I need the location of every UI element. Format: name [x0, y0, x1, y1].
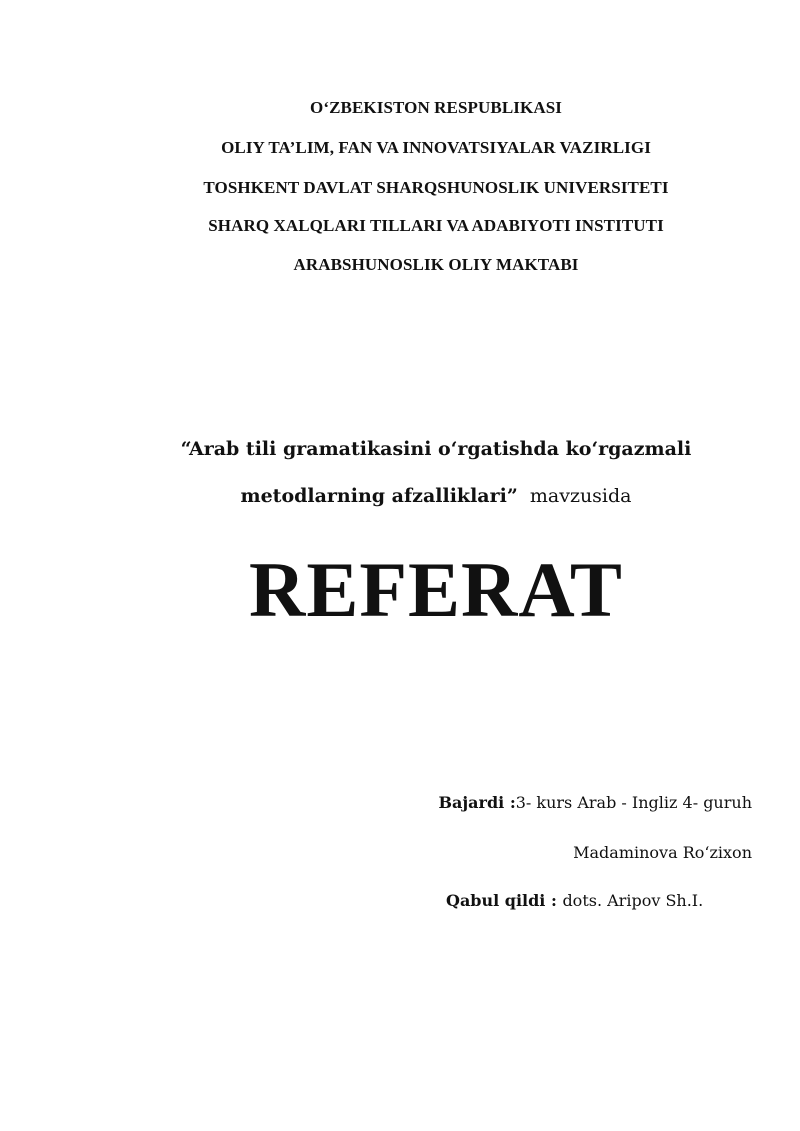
- topic-line-1: [0, 437, 800, 461]
- performed-by-line: [439, 792, 753, 814]
- accepted-by-label: Qabul qildi :: [446, 891, 563, 910]
- document-type-title: REFERAT: [249, 546, 623, 633]
- header-school: ARABSHUNOSLIK OLIY MAKTABI: [293, 255, 579, 274]
- header-institute: SHARQ XALQLARI TILLARI VA ADABIYOTI INSTITUTI: [208, 216, 664, 235]
- topic-suffix: mavzusida: [517, 485, 632, 507]
- performed-by-label: Bajardi :: [438, 793, 516, 812]
- topic-title-part-2: metodlarning afzalliklari”: [240, 485, 518, 507]
- student-name: Madaminova Ro‘zixon: [573, 843, 752, 862]
- topic-title-part-1: “Arab tili gramatikasini o‘rgatishda ko‘rgazmali: [180, 438, 692, 460]
- topic-line-2: [0, 484, 800, 508]
- header-country: O‘ZBEKISTON RESPUBLIKASI: [310, 98, 562, 117]
- performed-by-value: 3- kurs Arab - Ingliz 4- guruh: [515, 793, 752, 812]
- header-university: TOSHKENT DAVLAT SHARQSHUNOSLIK UNIVERSITETI: [203, 178, 669, 197]
- accepted-by-line: [446, 890, 703, 912]
- accepted-by-value: dots. Aripov Sh.I.: [562, 891, 704, 910]
- header-ministry: OLIY TA’LIM, FAN VA INNOVATSIYALAR VAZIRLIGI: [221, 138, 651, 157]
